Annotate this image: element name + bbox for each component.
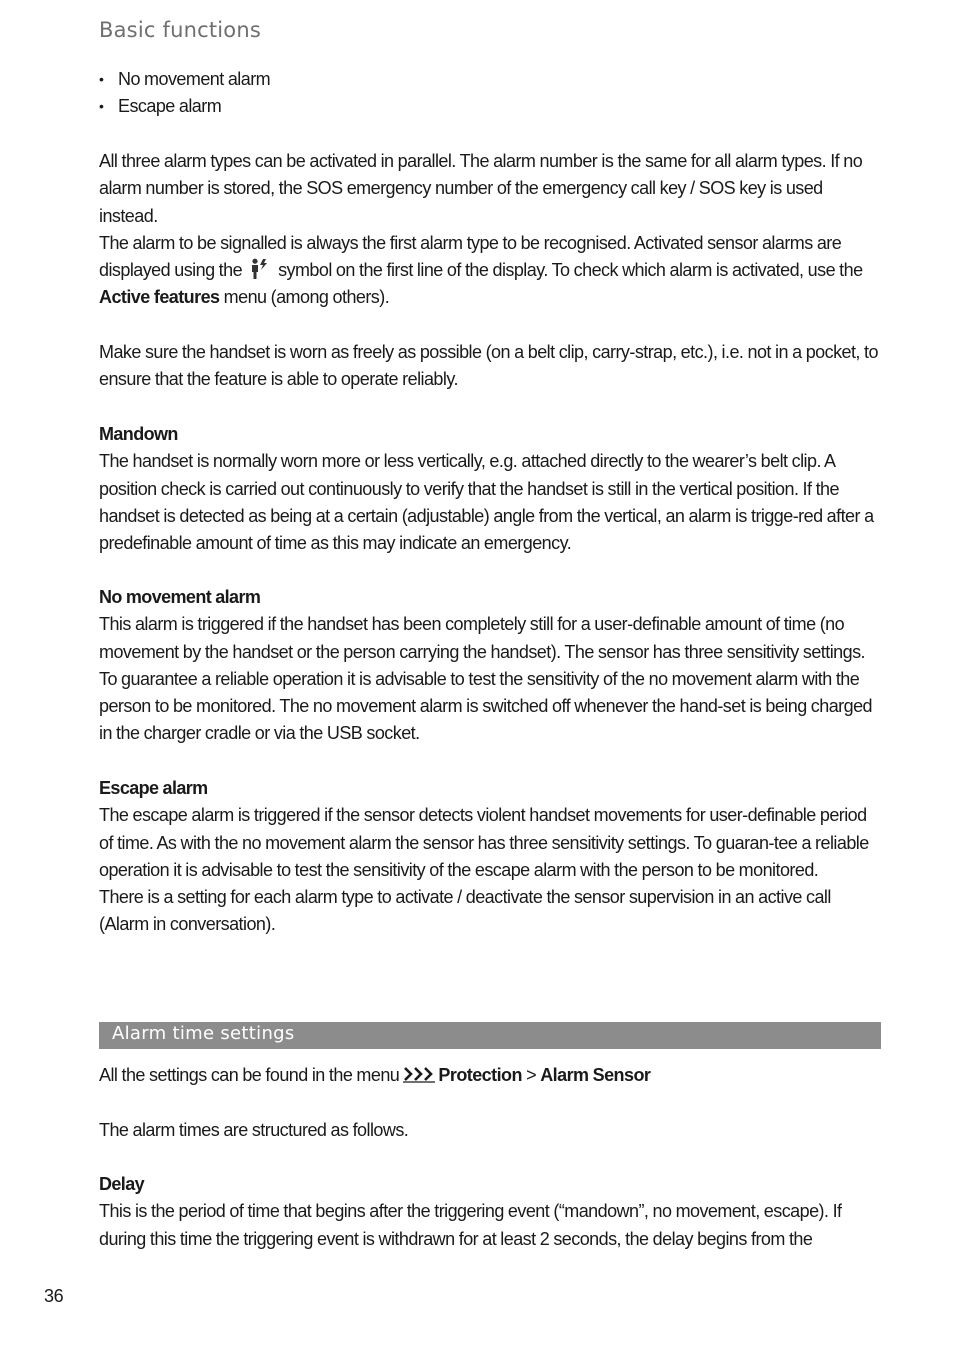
- wearing-paragraph: Make sure the handset is worn as freely as possible (on a belt clip, carry-strap, etc.), i.e. not in a pocket, to ensure that the feature is able to operate reliably.: [99, 342, 878, 390]
- list-item: • Escape alarm: [99, 93, 270, 120]
- page-number: 36: [44, 1286, 64, 1306]
- menu-path-paragraph: [99, 1062, 883, 1089]
- escape-text-2: There is a setting for each alarm type to activate / deactivate the sensor supervision in an active call (Alarm in conversation).: [99, 887, 831, 935]
- mandown-heading: Mandown: [99, 424, 178, 444]
- mandown-section: [99, 421, 883, 557]
- escape-text-1: The escape alarm is triggered if the sensor detects violent handset movements for user-definable period of time. As with the no movement alarm the sensor has three sensitivity settings. To guaran-tee a reliable operation it is advisable to test the sensitivity of the escape alarm with the person to be monitored.: [99, 805, 869, 880]
- intro-text-2b: symbol on the first line of the display. To check which alarm is activated, use the: [278, 260, 863, 281]
- intro-text-2c: menu (among others).: [223, 287, 390, 308]
- alarm-type-list: [99, 66, 270, 121]
- section-bar: [99, 1022, 881, 1049]
- intro-text-2a: The alarm to be signalled is always the first alarm type to be recognised. Activated sensor alarms are displayed using the: [99, 232, 842, 281]
- menu-separator: >: [526, 1065, 537, 1085]
- delay-heading: Delay: [99, 1174, 145, 1194]
- structure-paragraph: The alarm times are structured as follows.: [99, 1120, 409, 1140]
- section-title: Alarm time settings: [112, 1023, 295, 1044]
- no-movement-text: This alarm is triggered if the handset has been completely still for a user-definable amount of time (no movement by the handset or the person carrying the handset). The sensor has three sensitivity settings. To guarantee a reliable operation it is advisable to test the sensitivity of the no movement alarm with the person to be monitored. The no movement alarm is switched off whenever the hand-set is being charged in the charger cradle or via the USB socket.: [99, 614, 873, 744]
- intro-text-1: All three alarm types can be activated in parallel. The alarm number is the same for all alarm types. If no alarm number is stored, the SOS emergency number of the emergency call key / SOS key is used instead.: [99, 151, 863, 226]
- list-item: • No movement alarm: [99, 66, 270, 93]
- menu-intro-text: All the settings can be found in the menu: [99, 1065, 400, 1085]
- delay-section: [99, 1171, 883, 1253]
- intro-paragraph: [99, 148, 883, 312]
- running-header: Basic functions: [99, 18, 261, 42]
- delay-text: This is the period of time that begins after the triggering event (“mandown”, no movement, escape). If during this time the triggering event is withdrawn for at least 2 seconds, the delay begins from the: [99, 1201, 842, 1249]
- escape-section: [99, 775, 883, 939]
- active-features-menu-name: Active features: [99, 287, 220, 308]
- escape-heading: Escape alarm: [99, 778, 208, 798]
- person-lightning-icon: [246, 258, 272, 280]
- mandown-text: The handset is normally worn more or less vertically, e.g. attached directly to the wearer’s belt clip. A position check is carried out continuously to verify that the handset is still in the vertical position. If the handset is detected as being at a certain (adjustable) angle from the vertical, an alarm is trigge-red after a predefinable amount of time as this may indicate an emergency.: [99, 451, 874, 554]
- menu-path-protection: Protection: [438, 1065, 522, 1085]
- menu-path-alarm-sensor: Alarm Sensor: [540, 1065, 651, 1085]
- no-movement-section: [99, 584, 883, 748]
- no-movement-heading: No movement alarm: [99, 587, 261, 607]
- triple-chevron-icon: [403, 1064, 435, 1082]
